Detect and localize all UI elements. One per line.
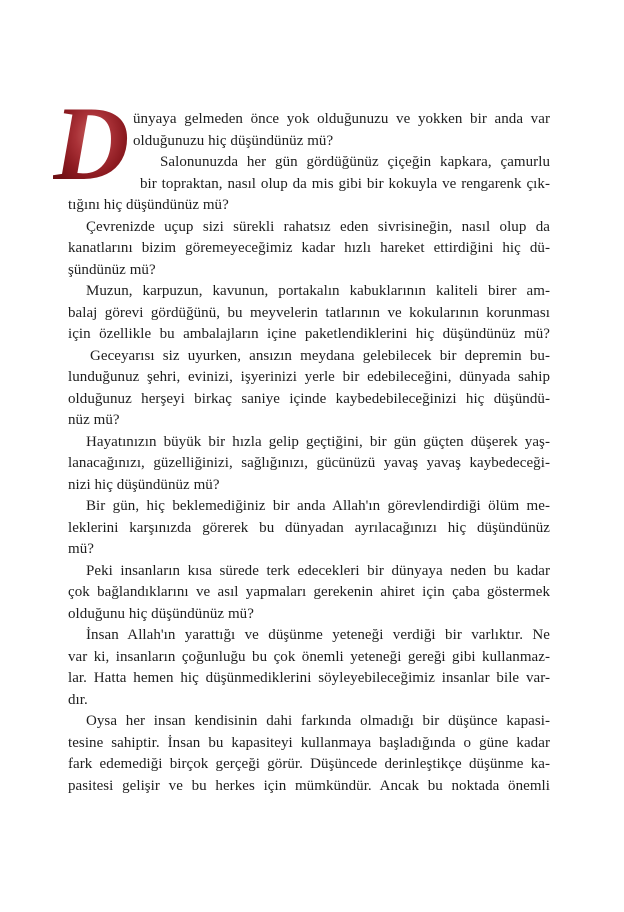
- text-line: olduğunuz herşeyi birkaç saniye içinde kaybedebileceğinizi hiç düşündü-: [68, 390, 550, 407]
- text-line: olduğunuzu hiç düşündünüz mü?: [133, 132, 334, 149]
- paragraph: [68, 432, 550, 497]
- text-line: çok bağlandıklarını ve asıl yapmaları gerekenin ahiret için çaba göstermek: [68, 584, 550, 600]
- text-line: lunduğunuz şehri, evinizi, işyerinizi yerle bir edebileceğini, dünyada sahip: [68, 369, 550, 385]
- paragraph: [68, 346, 550, 432]
- paragraph: [68, 152, 550, 217]
- text-line: bir topraktan, nasıl olup da mis gibi bir kokuyla ve rengarenk çık-: [140, 175, 550, 192]
- text-line: var ki, insanların çoğunluğu bu çok önemli yeteneği gereği gibi kullanmaz-: [68, 648, 550, 665]
- text-line: lanacağınızı, güzelliğinizi, sağlığınızı, gücünüzü yavaş yavaş kaybedeceği-: [68, 455, 550, 471]
- text-line: fark edemediği birçok gerçeği görür. Düşüncede derinleştikçe düşünme ka-: [68, 756, 550, 772]
- dropcap-letter: D: [53, 85, 130, 202]
- text-line: olduğunu hiç düşündünüz mü?: [68, 605, 254, 622]
- paragraph: [68, 625, 550, 711]
- text-line: mü?: [68, 541, 94, 557]
- text-line: lar. Hatta hemen hiç düşünmediklerini söyleyebileceğimiz insanlar bile var-: [68, 670, 550, 686]
- text-line: leklerini karşınızda görerek bu dünyadan ayrılacağınızı hiç düşündünüz: [68, 519, 550, 536]
- text-line: balaj görevi gördüğünü, bu meyvelerin tatlarının ve kokularının korunması: [68, 304, 550, 321]
- text-line: şündünüz mü?: [68, 261, 156, 278]
- text-line: Geceyarısı siz uyurken, ansızın meydana gelebilecek bir depremin bu-: [90, 347, 550, 364]
- paragraph: [68, 496, 550, 561]
- text-line: nüz mü?: [68, 412, 120, 428]
- text-line: tığını hiç düşündünüz mü?: [68, 197, 229, 213]
- text-line: İnsan Allah'ın yarattığı ve düşünme yeteneği verdiği bir varlıktır. Ne: [86, 627, 550, 643]
- text-line: tesine sahiptir. İnsan bu kapasiteyi kullanmaya başladığında o güne kadar: [68, 734, 550, 751]
- text-line: Çevrenizde uçup sizi sürekli rahatsız eden sivrisineğin, nasıl olup da: [86, 218, 550, 235]
- text-line: Bir gün, hiç beklemediğiniz bir anda Allah'ın görevlendirdiği ölüm me-: [86, 498, 550, 514]
- paragraph: [68, 109, 550, 152]
- paragraph: [68, 281, 550, 346]
- paragraph: [68, 711, 550, 797]
- text-line: için özellikle bu ambalajların içine paketlendiklerini hiç düşündünüz mü?: [68, 326, 550, 342]
- text-line: Hayatınızın büyük bir hızla gelip geçtiğini, bir gün güçten düşerek yaş-: [86, 433, 550, 450]
- text-line: Salonunuzda her gün gördüğünüz çiçeğin kapkara, çamurlu: [160, 154, 550, 170]
- text-line: kanatlarını bizim göremeyeceğimiz kadar hızlı hareket ettirdiğini hiç dü-: [68, 240, 550, 256]
- page-body-text: [68, 109, 550, 797]
- text-line: dır.: [68, 691, 88, 708]
- text-line: Oysa her insan kendisinin dahi farkında olmadığı bir düşünce kapasi-: [86, 713, 550, 729]
- text-line: pasitesi gelişir ve bu herkes için mümkündür. Ancak bu noktada önemli: [68, 777, 550, 794]
- paragraph: [68, 217, 550, 282]
- text-line: Muzun, karpuzun, kavunun, portakalın kabuklarının kaliteli birer am-: [86, 283, 550, 299]
- text-line: Peki insanların kısa sürede terk edecekleri bir dünyaya neden bu kadar: [86, 562, 550, 579]
- paragraph: [68, 561, 550, 626]
- text-line: nizi hiç düşündünüz mü?: [68, 476, 220, 493]
- text-line: ünyaya gelmeden önce yok olduğunuzu ve yokken bir anda var: [133, 111, 550, 127]
